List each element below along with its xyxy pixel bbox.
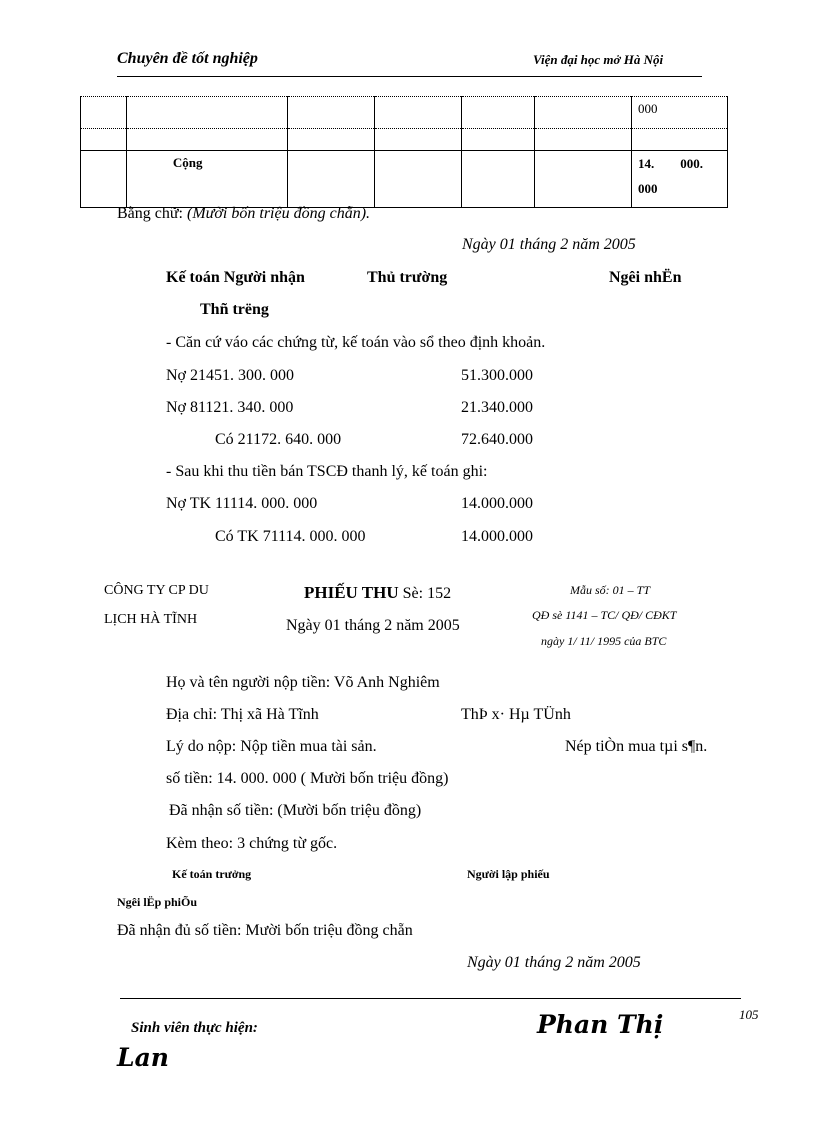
total-amount-line1: 14. 000. (637, 156, 703, 171)
table-row (81, 129, 728, 151)
sig-preparer: Người lập phiếu (467, 867, 550, 881)
entry-amount: 72.640.000 (461, 431, 533, 448)
receipt-date-2: Ngày 01 tháng 2 năm 2005 (467, 954, 641, 971)
sig-head-garbled: Thñ trëng (200, 301, 269, 318)
entry-amount: 14.000.000 (461, 528, 533, 545)
student-name-first: Phan Thị (537, 1010, 664, 1039)
entry-label: Có TK 71114. 000. 000 (215, 528, 366, 545)
sig-chief-accountant: Kế toán trưởng (172, 867, 252, 881)
sig-head: Thủ trường (367, 269, 448, 286)
amount-in-words (117, 205, 370, 223)
date-line-1: Ngày 01 tháng 2 năm 2005 (462, 236, 636, 253)
student-label: Sinh viên thực hiện: (131, 1020, 258, 1036)
receipt-title (304, 583, 451, 603)
entry-label: Nợ TK 11114. 000. 000 (166, 495, 318, 512)
page-number: 105 (739, 1007, 759, 1022)
total-amount-line2: 000 (637, 181, 658, 196)
company-name-line1: CÔNG TY CP DU (104, 583, 209, 598)
header-left-title: Chuyên đề tốt nghiệp (117, 50, 258, 67)
payer-name: Họ và tên người nộp tiền: Võ Anh Nghiêm (166, 674, 440, 691)
sig-receiver-garbled: Ngêi nhËn (609, 269, 682, 286)
payment-amount: số tiền: 14. 000. 000 ( Mười bốn triệu đồng) (166, 770, 449, 787)
footer-rule (120, 998, 741, 999)
entry-label: Có 21172. 640. 000 (215, 431, 342, 448)
entry-amount: 14.000.000 (461, 495, 533, 512)
amount-words-label: Bằng chữ: (117, 205, 183, 222)
header-right-title: Viện đại học mở Hà Nội (533, 52, 664, 67)
payer-address: Địa chỉ: Thị xã Hà Tĩnh (166, 706, 319, 723)
form-code-line2: QĐ sè 1141 – TC/ QĐ/ CĐKT (532, 608, 677, 622)
table-row (81, 97, 728, 129)
entry-label: Nợ 21451. 300. 000 (166, 367, 295, 384)
form-code-line1: Mẫu số: 01 – TT (570, 583, 651, 597)
total-label: Cộng (126, 151, 287, 208)
payment-reason-garbled: Nép tiÒn mua tµi s¶n. (565, 738, 708, 755)
receipt-date: Ngày 01 tháng 2 năm 2005 (286, 617, 460, 634)
student-name-last: Lan (117, 1043, 169, 1072)
received-full-amount: Đã nhận đủ số tiền: Mười bốn triệu đồng chẵn (117, 922, 413, 939)
entries-intro-2: - Sau khi thu tiền bán TSCĐ thanh lý, kế toán ghi: (166, 463, 488, 480)
header-rule (117, 76, 702, 77)
total-amount (631, 151, 727, 208)
table-cell-amount: 000 (631, 97, 727, 129)
entry-amount: 51.300.000 (461, 367, 533, 384)
amount-received: Đã nhận số tiền: (Mười bốn triệu đồng) (169, 802, 422, 819)
sig-accountant-receiver: Kế toán Người nhận (166, 269, 305, 286)
entry-label: Nợ 81121. 340. 000 (166, 399, 294, 416)
ledger-table (80, 96, 728, 208)
payment-reason: Lý do nộp: Nộp tiền mua tài sản. (166, 738, 377, 755)
entries-intro: - Căn cứ váo các chứng từ, kế toán vào sổ theo định khoản. (166, 334, 546, 351)
amount-words-value: (Mười bốn triệu đồng chẵn). (187, 205, 371, 222)
receipt-title-text: PHIẾU THU (304, 583, 399, 602)
payer-address-garbled: ThÞ x· Hµ TÜnh (461, 706, 571, 723)
form-code-line3: ngày 1/ 11/ 1995 của BTC (541, 634, 667, 648)
attachments: Kèm theo: 3 chứng từ gốc. (166, 835, 338, 852)
table-row-total (81, 151, 728, 208)
entry-amount: 21.340.000 (461, 399, 533, 416)
receipt-number: Sè: 152 (402, 585, 452, 602)
company-name-line2: LỊCH HÀ TĨNH (104, 612, 198, 627)
sig-preparer-garbled: Ngêi lËp phiÕu (117, 895, 198, 909)
